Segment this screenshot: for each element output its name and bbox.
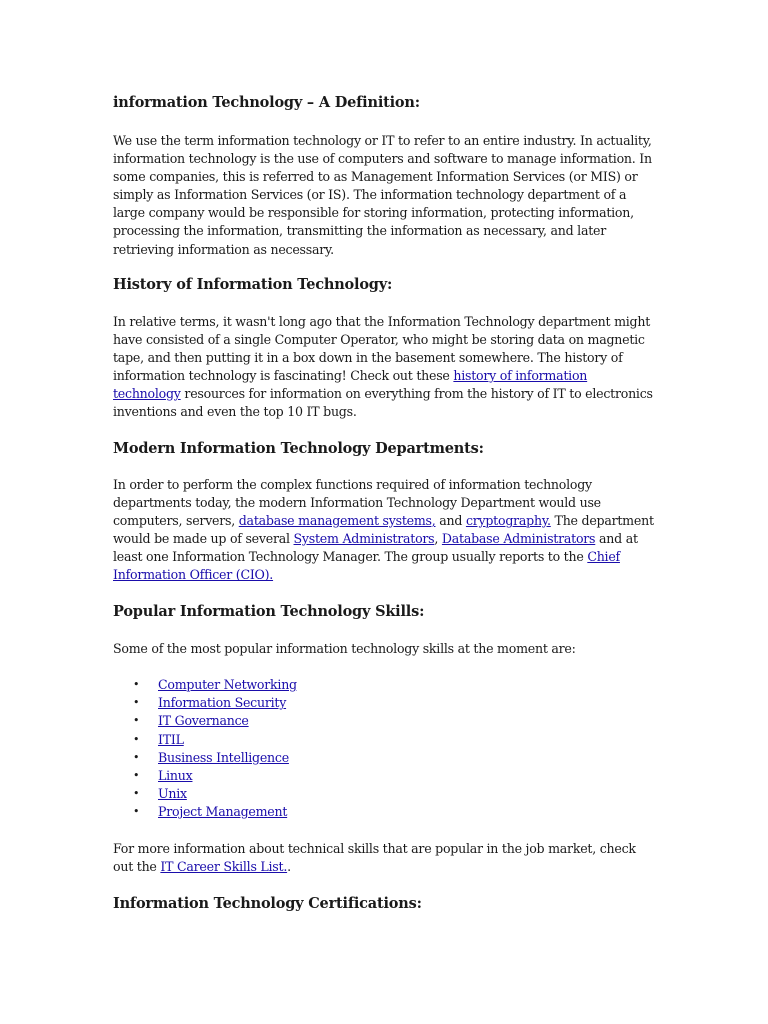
modern-paragraph bbox=[113, 476, 658, 585]
skill-link[interactable]: ITIL bbox=[158, 731, 184, 747]
skills-outro bbox=[113, 840, 658, 876]
modern-text: The department would be made up of several bbox=[113, 513, 654, 547]
bullet-icon: • bbox=[133, 787, 140, 801]
it-career-skills-link[interactable]: IT Career Skills List. bbox=[160, 859, 288, 875]
bullet-icon: • bbox=[133, 678, 140, 691]
bullet-icon: • bbox=[133, 732, 140, 746]
skill-link[interactable]: Information Security bbox=[158, 695, 287, 711]
list-item bbox=[113, 767, 513, 785]
history-paragraph bbox=[113, 313, 658, 422]
outro-text: For more information about technical skills that are popular in the job market, check out the bbox=[113, 841, 636, 875]
list-item bbox=[113, 803, 513, 821]
skills-heading: Popular Information Technology Skills: bbox=[113, 603, 425, 620]
skills-intro: Some of the most popular information technology skills at the moment are: bbox=[113, 641, 576, 656]
history-heading: History of Information Technology: bbox=[113, 276, 393, 293]
bullet-icon: • bbox=[133, 805, 140, 819]
database-management-link[interactable]: database management systems, bbox=[238, 513, 436, 529]
skill-link[interactable]: Linux bbox=[158, 768, 193, 784]
cio-link[interactable]: Chief Information Officer (CIO). bbox=[113, 549, 620, 583]
list-item bbox=[113, 785, 513, 803]
history-of-it-link[interactable]: history of information technology bbox=[113, 368, 588, 402]
modern-text: and bbox=[435, 513, 466, 529]
list-item bbox=[113, 712, 513, 730]
certifications-heading: Information Technology Certifications: bbox=[113, 895, 422, 912]
database-administrators-link[interactable]: Database Administrators bbox=[441, 531, 596, 547]
list-item bbox=[113, 694, 513, 712]
skill-link[interactable]: Project Management bbox=[158, 804, 288, 820]
skill-link[interactable]: Unix bbox=[158, 786, 187, 802]
modern-heading: Modern Information Technology Departments: bbox=[113, 440, 484, 457]
definition-heading: information Technology – A Definition: bbox=[113, 94, 420, 111]
cryptography-link[interactable]: cryptography. bbox=[465, 513, 551, 529]
skill-link[interactable]: Computer Networking bbox=[158, 677, 297, 692]
outro-text-end: . bbox=[287, 859, 291, 875]
skills-list bbox=[113, 676, 513, 822]
modern-text: , bbox=[434, 531, 442, 547]
history-text-end: resources for information on everything from the history of IT to electronics inventions and even the top 10 IT bugs. bbox=[113, 386, 653, 420]
list-item bbox=[113, 676, 513, 694]
definition-paragraph: We use the term information technology or IT to refer to an entire industry. In actuality, information technology is the use of computers and software to manage information. In some companies, this is referred to as Management Information Services (or MIS) or simply as Information Services (or IS). The information technology department of a large company would be responsible for storing information, protecting information, processing the information, transmitting the information as necessary, and later retrieving information as necessary. bbox=[113, 133, 652, 257]
bullet-icon: • bbox=[133, 769, 140, 783]
history-text: In relative terms, it wasn't long ago that the Information Technology department might have consisted of a single Computer Operator, who might be storing data on magnetic tape, and then putting it in a box down in the basement somewhere. The history of information technology is fascinating! Check out these bbox=[113, 314, 651, 384]
bullet-icon: • bbox=[133, 696, 140, 710]
skill-link[interactable]: Business Intelligence bbox=[158, 749, 289, 765]
list-item bbox=[113, 749, 513, 767]
skill-link[interactable]: IT Governance bbox=[158, 713, 249, 729]
bullet-icon: • bbox=[133, 750, 140, 764]
list-item bbox=[113, 731, 513, 749]
modern-text: In order to perform the complex functions required of information technology departments today, the modern Information Technology Department would use computers, servers, bbox=[113, 477, 601, 529]
system-administrators-link[interactable]: System Administrators bbox=[293, 531, 435, 547]
modern-text: and at least one Information Technology Manager. The group usually reports to the bbox=[113, 531, 638, 565]
bullet-icon: • bbox=[133, 714, 140, 728]
